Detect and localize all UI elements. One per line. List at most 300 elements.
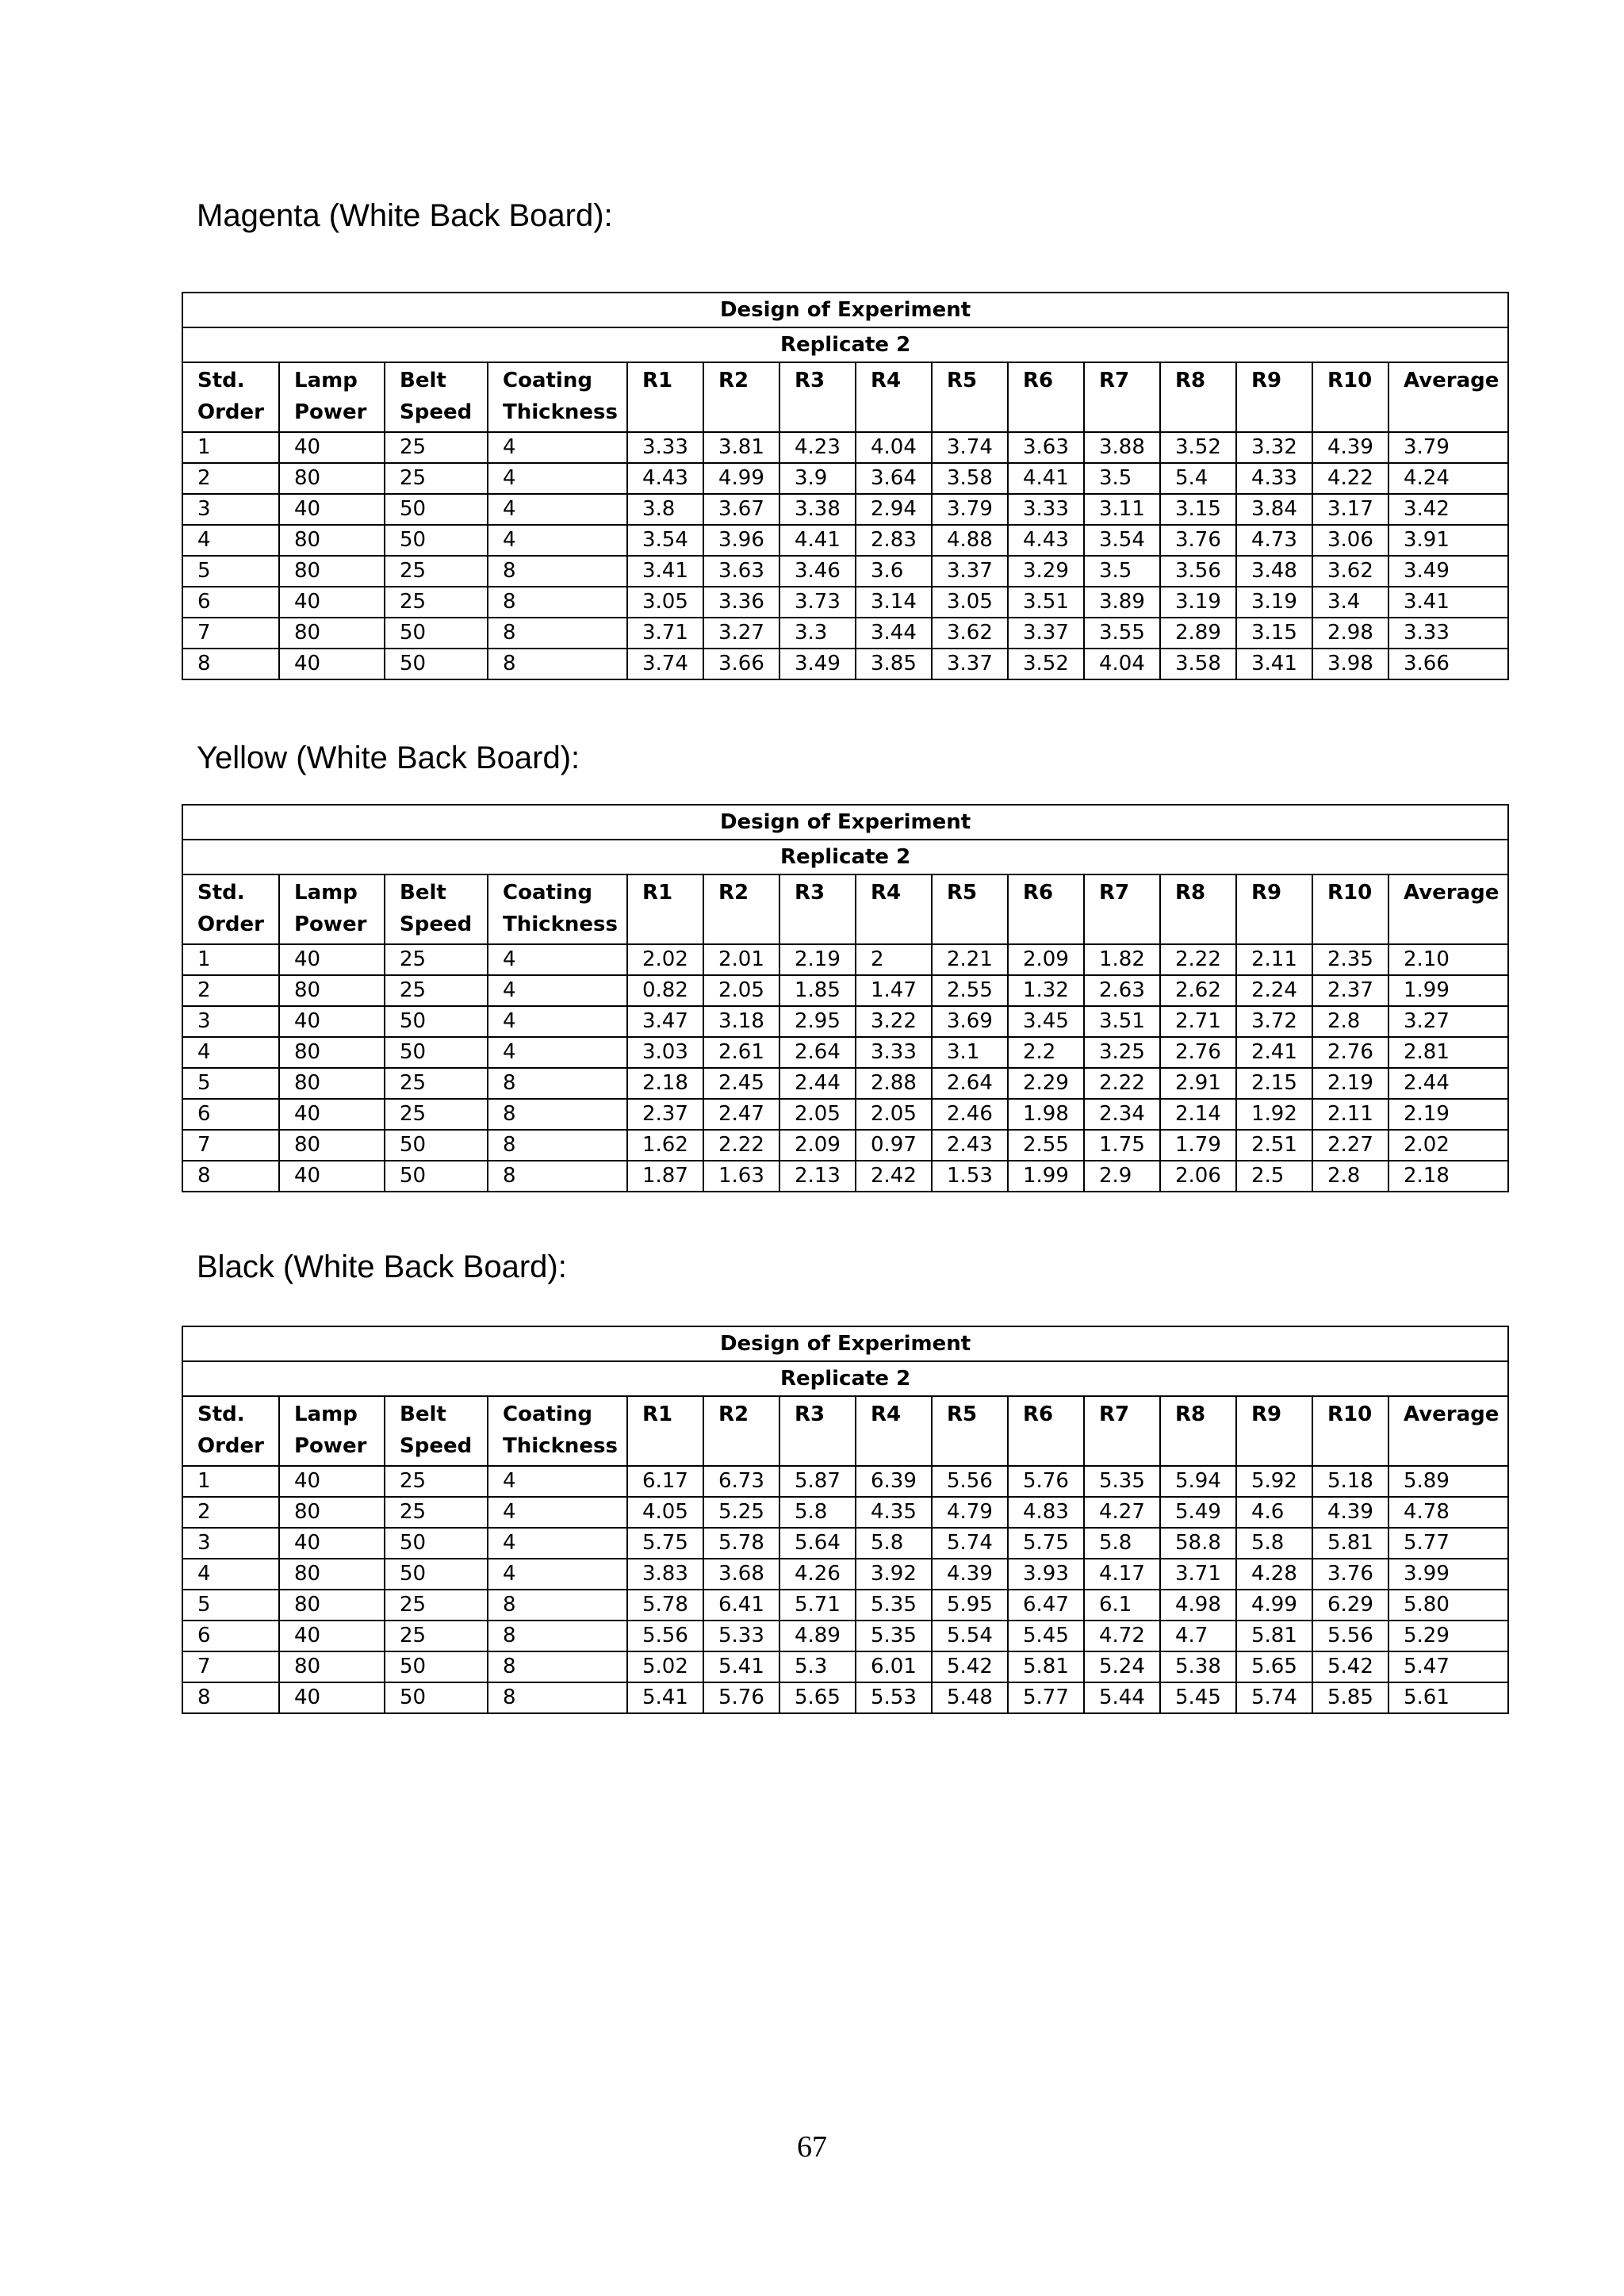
column-header — [856, 874, 932, 944]
table-cell: 8 — [488, 1130, 627, 1161]
table-cell: 1.53 — [932, 1161, 1008, 1192]
table-row — [182, 1497, 1508, 1528]
table-cell: 3.4 — [1312, 587, 1388, 618]
column-header — [1084, 1396, 1160, 1466]
table-cell: 1.32 — [1008, 975, 1084, 1006]
table-cell: 2.06 — [1160, 1161, 1236, 1192]
column-header-line: R2 — [718, 1402, 749, 1426]
table-cell: 5.81 — [1312, 1528, 1388, 1559]
table-cell: 80 — [279, 1037, 385, 1068]
table-cell: 8 — [488, 1590, 627, 1621]
column-header-line: R9 — [1251, 369, 1282, 392]
table-row — [182, 649, 1508, 679]
table-cell: 2.64 — [779, 1037, 856, 1068]
column-header — [385, 1396, 488, 1466]
table-cell: 3.58 — [932, 463, 1008, 494]
column-header — [856, 1396, 932, 1466]
table-cell: 50 — [385, 1559, 488, 1590]
table-cell: 3.69 — [932, 1006, 1008, 1037]
table-cell: 25 — [385, 1466, 488, 1497]
table-cell: 3.41 — [1236, 649, 1312, 679]
table-cell: 80 — [279, 525, 385, 556]
table-cell: 4.6 — [1236, 1497, 1312, 1528]
table-cell: 4.39 — [932, 1559, 1008, 1590]
table-row — [182, 618, 1508, 649]
table-cell: 5.48 — [932, 1682, 1008, 1713]
table-cell: 8 — [182, 1161, 279, 1192]
table-cell: 2.46 — [932, 1099, 1008, 1130]
table-cell: 3.73 — [779, 587, 856, 618]
column-header-line: R9 — [1251, 1402, 1282, 1426]
column-header-line: R8 — [1175, 881, 1206, 905]
table-cell: 2.18 — [1388, 1161, 1508, 1192]
table-cell: 3.88 — [1084, 432, 1160, 463]
column-header-line: Thickness — [503, 913, 618, 936]
table-cell: 5.8 — [856, 1528, 932, 1559]
table-cell: 1.79 — [1160, 1130, 1236, 1161]
table-cell: 4 — [488, 1006, 627, 1037]
column-header — [703, 1396, 779, 1466]
table-cell: 40 — [279, 1621, 385, 1651]
table-cell: 2.41 — [1236, 1037, 1312, 1068]
table-cell: 5.4 — [1160, 463, 1236, 494]
table-cell: 3.05 — [627, 587, 703, 618]
table-cell: 1.75 — [1084, 1130, 1160, 1161]
column-header-line: Std. — [197, 1402, 245, 1426]
column-header — [488, 362, 627, 432]
table-cell: 2.8 — [1312, 1161, 1388, 1192]
table-cell: 2.09 — [779, 1130, 856, 1161]
table-subcaption: Replicate 2 — [182, 840, 1508, 874]
column-header-line: Power — [294, 913, 367, 936]
table-cell: 2.9 — [1084, 1161, 1160, 1192]
table-cell: 6.73 — [703, 1466, 779, 1497]
table-cell: 80 — [279, 1559, 385, 1590]
table-cell: 8 — [488, 556, 627, 587]
table-row — [182, 1130, 1508, 1161]
table-cell: 2.02 — [627, 944, 703, 975]
table-cell: 2.63 — [1084, 975, 1160, 1006]
table-cell: 3.54 — [1084, 525, 1160, 556]
table-cell: 3.49 — [1388, 556, 1508, 587]
column-header-line: R5 — [947, 881, 978, 905]
column-header-line: Thickness — [503, 400, 618, 424]
column-header-line: R4 — [871, 1402, 902, 1426]
table-cell: 4.33 — [1236, 463, 1312, 494]
column-header — [932, 362, 1008, 432]
table-cell: 4 — [182, 1037, 279, 1068]
table-cell: 3.15 — [1160, 494, 1236, 525]
table-cell: 4.35 — [856, 1497, 932, 1528]
table-cell: 25 — [385, 975, 488, 1006]
table-cell: 3.29 — [1008, 556, 1084, 587]
table-cell: 3.36 — [703, 587, 779, 618]
table-cell: 4.83 — [1008, 1497, 1084, 1528]
table-cell: 3.98 — [1312, 649, 1388, 679]
table-row — [182, 1590, 1508, 1621]
table-cell: 0.97 — [856, 1130, 932, 1161]
table-cell: 4.39 — [1312, 1497, 1388, 1528]
table-cell: 5.42 — [1312, 1651, 1388, 1682]
column-header-line: Lamp — [294, 369, 358, 392]
table-cell: 4 — [488, 1528, 627, 1559]
table-cell: 2.34 — [1084, 1099, 1160, 1130]
table-cell: 3.71 — [1160, 1559, 1236, 1590]
table-cell: 4.05 — [627, 1497, 703, 1528]
table-cell: 40 — [279, 944, 385, 975]
table-cell: 3.41 — [1388, 587, 1508, 618]
table-cell: 3.76 — [1160, 525, 1236, 556]
table-cell: 5.78 — [703, 1528, 779, 1559]
table-cell: 5.3 — [779, 1651, 856, 1682]
column-header — [1160, 1396, 1236, 1466]
table-cell: 3.51 — [1084, 1006, 1160, 1037]
table-cell: 2.5 — [1236, 1161, 1312, 1192]
table-row — [182, 1651, 1508, 1682]
table-cell: 5 — [182, 556, 279, 587]
table-cell: 1.62 — [627, 1130, 703, 1161]
table-cell: 4 — [488, 944, 627, 975]
table-cell: 25 — [385, 1590, 488, 1621]
table-row — [182, 1682, 1508, 1713]
table-cell: 6.01 — [856, 1651, 932, 1682]
table-cell: 5.76 — [703, 1682, 779, 1713]
table-cell: 5.49 — [1160, 1497, 1236, 1528]
table-cell: 3.91 — [1388, 525, 1508, 556]
column-header-line: Thickness — [503, 1434, 618, 1458]
table-cell: 25 — [385, 1621, 488, 1651]
section-title-yellow: Yellow (White Back Board): — [197, 740, 580, 775]
column-header — [1312, 1396, 1388, 1466]
table-cell: 2.19 — [1312, 1068, 1388, 1099]
table-cell: 80 — [279, 1130, 385, 1161]
table-row — [182, 525, 1508, 556]
table-cell: 3.44 — [856, 618, 932, 649]
column-header-line: R2 — [718, 881, 749, 905]
table-cell: 25 — [385, 587, 488, 618]
table-cell: 2.15 — [1236, 1068, 1312, 1099]
table-cell: 3.92 — [856, 1559, 932, 1590]
table-cell: 2.94 — [856, 494, 932, 525]
table-cell: 50 — [385, 1161, 488, 1192]
table-cell: 2.22 — [703, 1130, 779, 1161]
column-header — [1312, 874, 1388, 944]
table-cell: 5.65 — [779, 1682, 856, 1713]
table-cell: 2.35 — [1312, 944, 1388, 975]
table-cell: 5.89 — [1388, 1466, 1508, 1497]
table-cell: 3.37 — [932, 649, 1008, 679]
column-header-line: R4 — [871, 369, 902, 392]
column-header-line: R8 — [1175, 369, 1206, 392]
table-cell: 2.37 — [627, 1099, 703, 1130]
table-cell: 4 — [182, 525, 279, 556]
column-header — [1008, 874, 1084, 944]
table-cell: 50 — [385, 494, 488, 525]
table-cell: 5.8 — [1236, 1528, 1312, 1559]
table-cell: 2.22 — [1160, 944, 1236, 975]
table-row — [182, 556, 1508, 587]
table-cell: 5.29 — [1388, 1621, 1508, 1651]
column-header — [932, 874, 1008, 944]
column-header — [1160, 874, 1236, 944]
table-cell: 5.56 — [932, 1466, 1008, 1497]
table-cell: 3.22 — [856, 1006, 932, 1037]
table-cell: 5.24 — [1084, 1651, 1160, 1682]
table-cell: 5.80 — [1388, 1590, 1508, 1621]
table-cell: 4.99 — [703, 463, 779, 494]
table-cell: 3.05 — [932, 587, 1008, 618]
table-cell: 5.45 — [1008, 1621, 1084, 1651]
table-cell: 5 — [182, 1068, 279, 1099]
table-cell: 5.02 — [627, 1651, 703, 1682]
table-cell: 25 — [385, 1497, 488, 1528]
table-cell: 4.23 — [779, 432, 856, 463]
column-header — [182, 362, 279, 432]
column-header — [1008, 362, 1084, 432]
table-cell: 3.55 — [1084, 618, 1160, 649]
table-cell: 25 — [385, 432, 488, 463]
column-header-line: R5 — [947, 1402, 978, 1426]
table-caption: Design of Experiment — [182, 1326, 1508, 1361]
table-cell: 3.11 — [1084, 494, 1160, 525]
column-header — [182, 874, 279, 944]
column-header-line: Std. — [197, 881, 245, 905]
table-cell: 8 — [488, 1068, 627, 1099]
table-cell: 50 — [385, 1651, 488, 1682]
column-header-line: Power — [294, 400, 367, 424]
table-caption: Design of Experiment — [182, 293, 1508, 327]
column-header — [385, 874, 488, 944]
table-cell: 5.53 — [856, 1682, 932, 1713]
column-header — [1236, 1396, 1312, 1466]
table-cell: 4.04 — [856, 432, 932, 463]
table-cell: 3.25 — [1084, 1037, 1160, 1068]
table-row — [182, 1006, 1508, 1037]
table-cell: 5.85 — [1312, 1682, 1388, 1713]
table-cell: 4.27 — [1084, 1497, 1160, 1528]
table-cell: 6 — [182, 1621, 279, 1651]
table-cell: 1.47 — [856, 975, 932, 1006]
column-header-line: R6 — [1023, 881, 1054, 905]
table-cell: 5.56 — [1312, 1621, 1388, 1651]
table-cell: 3.66 — [703, 649, 779, 679]
column-header — [627, 874, 703, 944]
table-cell: 3.3 — [779, 618, 856, 649]
doe-table-yellow — [182, 804, 1509, 1192]
table-cell: 8 — [488, 1651, 627, 1682]
table-cell: 3.5 — [1084, 556, 1160, 587]
column-header — [779, 874, 856, 944]
table-cell: 2.09 — [1008, 944, 1084, 975]
table-cell: 2.14 — [1160, 1099, 1236, 1130]
table-row — [182, 1528, 1508, 1559]
table-cell: 3.79 — [932, 494, 1008, 525]
table-cell: 3.33 — [856, 1037, 932, 1068]
table-cell: 5.77 — [1388, 1528, 1508, 1559]
table-cell: 80 — [279, 1590, 385, 1621]
table-cell: 3.64 — [856, 463, 932, 494]
column-header-line: Order — [197, 913, 264, 936]
column-header-line: Average — [1404, 881, 1500, 905]
table-cell: 2.76 — [1160, 1037, 1236, 1068]
table-cell: 2.13 — [779, 1161, 856, 1192]
table-cell: 5.92 — [1236, 1466, 1312, 1497]
table-cell: 3.72 — [1236, 1006, 1312, 1037]
table-cell: 3.27 — [1388, 1006, 1508, 1037]
table-cell: 2.91 — [1160, 1068, 1236, 1099]
table-cell: 3.46 — [779, 556, 856, 587]
table-cell: 6.47 — [1008, 1590, 1084, 1621]
table-cell: 4 — [488, 494, 627, 525]
table-cell: 80 — [279, 618, 385, 649]
table-cell: 2.42 — [856, 1161, 932, 1192]
column-header-line: Lamp — [294, 881, 358, 905]
table-cell: 3.42 — [1388, 494, 1508, 525]
table-cell: 2.64 — [932, 1068, 1008, 1099]
table-cell: 2.95 — [779, 1006, 856, 1037]
table-row — [182, 975, 1508, 1006]
table-cell: 2.43 — [932, 1130, 1008, 1161]
column-header-line: R1 — [642, 1402, 673, 1426]
table-cell: 7 — [182, 1651, 279, 1682]
table-cell: 50 — [385, 1037, 488, 1068]
table-subcaption: Replicate 2 — [182, 1361, 1508, 1396]
page-number: 67 — [797, 2130, 827, 2164]
table-cell: 3.67 — [703, 494, 779, 525]
table-cell: 2.55 — [1008, 1130, 1084, 1161]
column-header-line: R7 — [1099, 369, 1130, 392]
doe-table-black — [182, 1326, 1509, 1714]
table-cell: 4.79 — [932, 1497, 1008, 1528]
table-row — [182, 944, 1508, 975]
table-cell: 4.72 — [1084, 1621, 1160, 1651]
table-cell: 5.74 — [1236, 1682, 1312, 1713]
column-header — [385, 362, 488, 432]
table-cell: 4 — [488, 1497, 627, 1528]
table-cell: 80 — [279, 1497, 385, 1528]
table-cell: 2 — [182, 463, 279, 494]
table-cell: 2.55 — [932, 975, 1008, 1006]
table-cell: 25 — [385, 1099, 488, 1130]
table-cell: 3.51 — [1008, 587, 1084, 618]
table-cell: 5.74 — [932, 1528, 1008, 1559]
table-cell: 6 — [182, 1099, 279, 1130]
table-cell: 50 — [385, 1682, 488, 1713]
table-cell: 2.45 — [703, 1068, 779, 1099]
table-cell: 3.19 — [1236, 587, 1312, 618]
table-cell: 25 — [385, 944, 488, 975]
table-cell: 5.45 — [1160, 1682, 1236, 1713]
table-cell: 2.47 — [703, 1099, 779, 1130]
table-cell: 40 — [279, 649, 385, 679]
column-header — [627, 1396, 703, 1466]
table-cell: 40 — [279, 1682, 385, 1713]
column-header-line: R10 — [1327, 881, 1373, 905]
column-header-line: R3 — [795, 1402, 825, 1426]
table-cell: 2.29 — [1008, 1068, 1084, 1099]
table-cell: 5.81 — [1236, 1621, 1312, 1651]
table-cell: 5.95 — [932, 1590, 1008, 1621]
table-cell: 6.1 — [1084, 1590, 1160, 1621]
table-cell: 3.83 — [627, 1559, 703, 1590]
table-cell: 1 — [182, 944, 279, 975]
column-header-line: Std. — [197, 369, 245, 392]
table-cell: 2.21 — [932, 944, 1008, 975]
table-cell: 5.75 — [1008, 1528, 1084, 1559]
table-cell: 2 — [182, 975, 279, 1006]
section-title-magenta: Magenta (White Back Board): — [197, 198, 613, 233]
table-cell: 4 — [182, 1559, 279, 1590]
table-cell: 3.63 — [703, 556, 779, 587]
table-cell: 3.14 — [856, 587, 932, 618]
table-cell: 5.56 — [627, 1621, 703, 1651]
table-cell: 3.37 — [932, 556, 1008, 587]
table-cell: 5.78 — [627, 1590, 703, 1621]
table-cell: 40 — [279, 1099, 385, 1130]
table-cell: 3.27 — [703, 618, 779, 649]
table-cell: 40 — [279, 587, 385, 618]
column-header-line: Average — [1404, 1402, 1500, 1426]
column-header-line: R1 — [642, 881, 673, 905]
table-cell: 4 — [488, 525, 627, 556]
table-cell: 2.19 — [1388, 1099, 1508, 1130]
table-cell: 3.89 — [1084, 587, 1160, 618]
table-cell: 5 — [182, 1590, 279, 1621]
table-cell: 40 — [279, 1528, 385, 1559]
column-header-line: R7 — [1099, 1402, 1130, 1426]
table-cell: 5.94 — [1160, 1466, 1236, 1497]
table-cell: 4 — [488, 975, 627, 1006]
table-cell: 5.54 — [932, 1621, 1008, 1651]
column-header — [1388, 362, 1508, 432]
table-cell: 8 — [488, 587, 627, 618]
column-header-line: R4 — [871, 881, 902, 905]
table-cell: 3.62 — [1312, 556, 1388, 587]
table-cell: 4.26 — [779, 1559, 856, 1590]
column-header-line: Order — [197, 1434, 264, 1458]
table-cell: 2.05 — [703, 975, 779, 1006]
table-cell: 2.76 — [1312, 1037, 1388, 1068]
table-cell: 5.71 — [779, 1590, 856, 1621]
column-header-line: Power — [294, 1434, 367, 1458]
table-cell: 2.10 — [1388, 944, 1508, 975]
table-cell: 5.44 — [1084, 1682, 1160, 1713]
column-header-line: R1 — [642, 369, 673, 392]
table-cell: 2.88 — [856, 1068, 932, 1099]
table-cell: 2.98 — [1312, 618, 1388, 649]
table-cell: 6.17 — [627, 1466, 703, 1497]
table-cell: 8 — [488, 1099, 627, 1130]
table-cell: 2.19 — [779, 944, 856, 975]
column-header-line: R10 — [1327, 1402, 1373, 1426]
column-header — [1388, 874, 1508, 944]
column-header-line: Coating — [503, 1402, 592, 1426]
column-header-line: Belt — [400, 1402, 446, 1426]
table-cell: 2.05 — [856, 1099, 932, 1130]
table-cell: 2.8 — [1312, 1006, 1388, 1037]
table-cell: 1 — [182, 1466, 279, 1497]
table-cell: 3.1 — [932, 1037, 1008, 1068]
table-cell: 3.41 — [627, 556, 703, 587]
table-header-row — [182, 1396, 1508, 1466]
table-cell: 2.89 — [1160, 618, 1236, 649]
table-cell: 25 — [385, 463, 488, 494]
table-cell: 3.8 — [627, 494, 703, 525]
column-header-line: R6 — [1023, 1402, 1054, 1426]
column-header-line: Lamp — [294, 1402, 358, 1426]
table-cell: 5.42 — [932, 1651, 1008, 1682]
column-header-line: Average — [1404, 369, 1500, 392]
